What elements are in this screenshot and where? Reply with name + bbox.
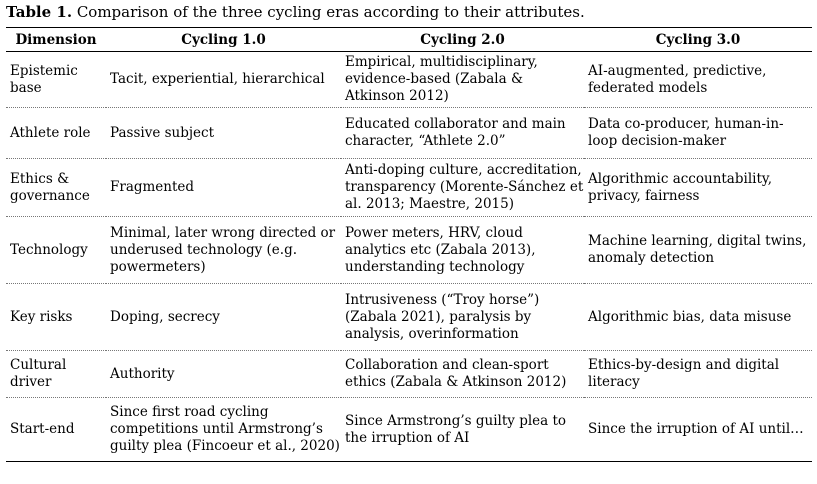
- table-header-row: [6, 28, 812, 52]
- cell-cycling-3: AI-augmented, predictive, federated models: [584, 52, 812, 108]
- cell-cycling-2: Collaboration and clean-sport ethics (Zabala & Atkinson 2012): [341, 351, 584, 398]
- table-caption: [6, 2, 585, 22]
- cell-cycling-3: Data co-producer, human-in-loop decision-maker: [584, 108, 812, 159]
- cell-cycling-1: Since first road cycling competitions until Armstrong’s guilty plea (Fincoeur et al., 2020): [106, 398, 341, 462]
- row-dimension: Ethics & governance: [6, 159, 106, 217]
- table-row: [6, 217, 812, 284]
- table-row: [6, 52, 812, 108]
- comparison-table: [6, 27, 812, 462]
- cell-cycling-2: Power meters, HRV, cloud analytics etc (Zabala 2013), understanding technology: [341, 217, 584, 284]
- row-dimension: Athlete role: [6, 108, 106, 159]
- column-header-cycling-1: Cycling 1.0: [106, 28, 341, 52]
- cell-cycling-2: Anti-doping culture, accreditation, transparency (Morente-Sánchez et al. 2013; Maestre, 2015): [341, 159, 584, 217]
- table-caption-label: Table 1.: [6, 3, 73, 21]
- cell-cycling-3: Since the irruption of AI until…: [584, 398, 812, 462]
- table-row: [6, 351, 812, 398]
- table-row: [6, 398, 812, 462]
- cell-cycling-3: Algorithmic accountability, privacy, fairness: [584, 159, 812, 217]
- cell-cycling-3: Machine learning, digital twins, anomaly detection: [584, 217, 812, 284]
- cell-cycling-1: Tacit, experiential, hierarchical: [106, 52, 341, 108]
- cell-cycling-3: Ethics-by-design and digital literacy: [584, 351, 812, 398]
- table-row: [6, 284, 812, 351]
- table-caption-text: Comparison of the three cycling eras according to their attributes.: [72, 3, 585, 21]
- table-row: [6, 159, 812, 217]
- cell-cycling-1: Authority: [106, 351, 341, 398]
- row-dimension: Key risks: [6, 284, 106, 351]
- cell-cycling-2: Since Armstrong’s guilty plea to the irruption of AI: [341, 398, 584, 462]
- row-dimension: Epistemic base: [6, 52, 106, 108]
- cell-cycling-3: Algorithmic bias, data misuse: [584, 284, 812, 351]
- row-dimension: Cultural driver: [6, 351, 106, 398]
- column-header-cycling-3: Cycling 3.0: [584, 28, 812, 52]
- column-header-dimension: Dimension: [6, 28, 106, 52]
- table-row: [6, 108, 812, 159]
- row-dimension: Start-end: [6, 398, 106, 462]
- cell-cycling-2: Empirical, multidisciplinary, evidence-based (Zabala & Atkinson 2012): [341, 52, 584, 108]
- cell-cycling-1: Passive subject: [106, 108, 341, 159]
- row-dimension: Technology: [6, 217, 106, 284]
- cell-cycling-1: Fragmented: [106, 159, 341, 217]
- cell-cycling-2: Intrusiveness (“Troy horse”) (Zabala 2021), paralysis by analysis, overinformation: [341, 284, 584, 351]
- cell-cycling-1: Doping, secrecy: [106, 284, 341, 351]
- column-header-cycling-2: Cycling 2.0: [341, 28, 584, 52]
- cell-cycling-1: Minimal, later wrong directed or underused technology (e.g. powermeters): [106, 217, 341, 284]
- cell-cycling-2: Educated collaborator and main character, “Athlete 2.0”: [341, 108, 584, 159]
